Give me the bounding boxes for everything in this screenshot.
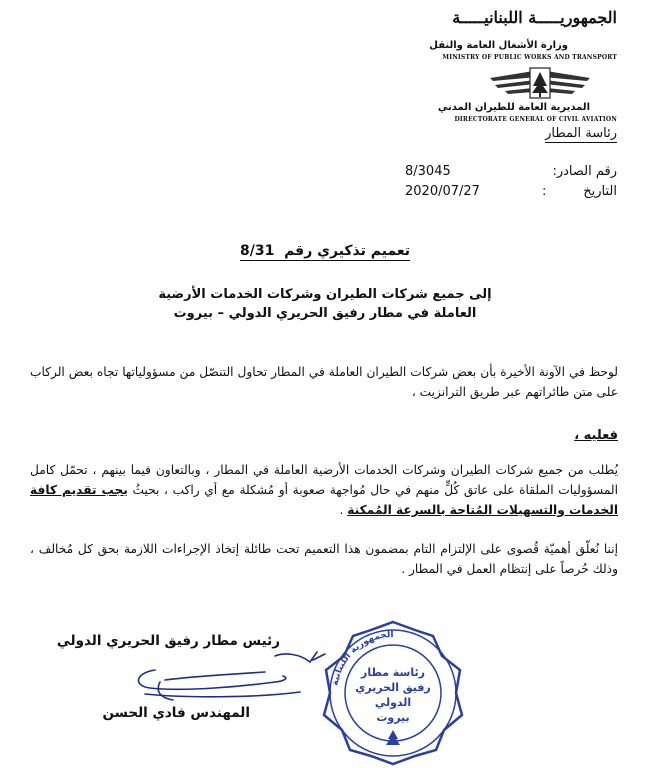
republic-heading: الجمهوريـــــة اللبنانيـــــة (452, 8, 617, 27)
ministry-name-arabic: وزارة الأشغال العامة والنقل (429, 40, 568, 51)
compliance-paragraph: إننا نُعلّق أهميّة قُصوى على الإلتزام التام بمضمون هذا التعميم تحت طائلة إتخاذ الإجراءات اللازمة بحق كل مُخالف ، وذلك حُرصاً على إنتظام العمل في المطار . (30, 542, 618, 576)
addressee-line-1: إلى جميع شركات الطيران وشركات الخدمات الأرضية (158, 287, 492, 302)
request-emphasis: يجب تقديم كافة الخدمات والتسهيلات المُتاحة بالسرعة المُمكنة (30, 483, 618, 517)
stamp-ring-text: الجمهورية اللبنانية (330, 629, 394, 687)
circular-number: 8/31 (239, 243, 275, 259)
directorate-name-english: DIRECTORATE GENERAL OF CIVIL AVIATION (454, 116, 617, 123)
therefore-heading: فعليه ، (574, 428, 618, 443)
stamp-line-4: بيروت (376, 711, 410, 724)
stamp-line-2: رفيق الحريري (355, 681, 431, 694)
date-colon: : (542, 184, 547, 199)
ministry-name-english: MINISTRY OF PUBLIC WORKS AND TRANSPORT (442, 54, 617, 61)
request-paragraph (30, 460, 618, 520)
stamp-line-1: رئاسة مطار (361, 666, 425, 679)
official-stamp (318, 618, 468, 768)
airport-presidency-label: رئاسة المطار (545, 126, 617, 141)
signatory-title: رئيس مطار رفيق الحريري الدولي (56, 633, 280, 649)
signatory-name: المهندس فادي الحسن (102, 705, 250, 721)
addressee-line-2: العاملة في مطار رفيق الحريري الدولي – بيروت (173, 306, 477, 321)
date-value: 2020/07/27 (405, 184, 480, 199)
circular-title-prefix: تعميم تذكيري رقم (284, 243, 411, 259)
request-paragraph-end: . (339, 503, 344, 517)
winged-cedar-emblem-icon (485, 64, 595, 104)
circular-title (0, 243, 650, 259)
observation-paragraph: لوحظ في الآونة الأخيرة بأن بعض شركات الطيران العاملة في المطار تحاول التنصّل من مسؤولياتها تجاه بعض الركاب على متن طائراتهم عبر طريق الترانزيت ، (30, 365, 618, 399)
date-label: التاريخ (583, 184, 617, 199)
directorate-name-arabic: المديرية العامة للطيران المدني (437, 102, 590, 113)
stamp-line-3: الدولي (374, 696, 412, 709)
reference-number-value: 8/3045 (405, 164, 451, 179)
reference-number-label: رقم الصادر: (552, 164, 617, 179)
request-paragraph-text: يُطلب من جميع شركات الطيران وشركات الخدمات الأرضية العاملة في المطار ، وبالتعاون فيما بينهم ، تحمّل كامل المسؤوليات الملقاة على عاتق كُلٍّ منهم في حال مُواجهة صعوبة أو مُشكلة مع أي راكب ، بحيثُ (30, 463, 619, 497)
handwritten-signature (125, 648, 335, 708)
